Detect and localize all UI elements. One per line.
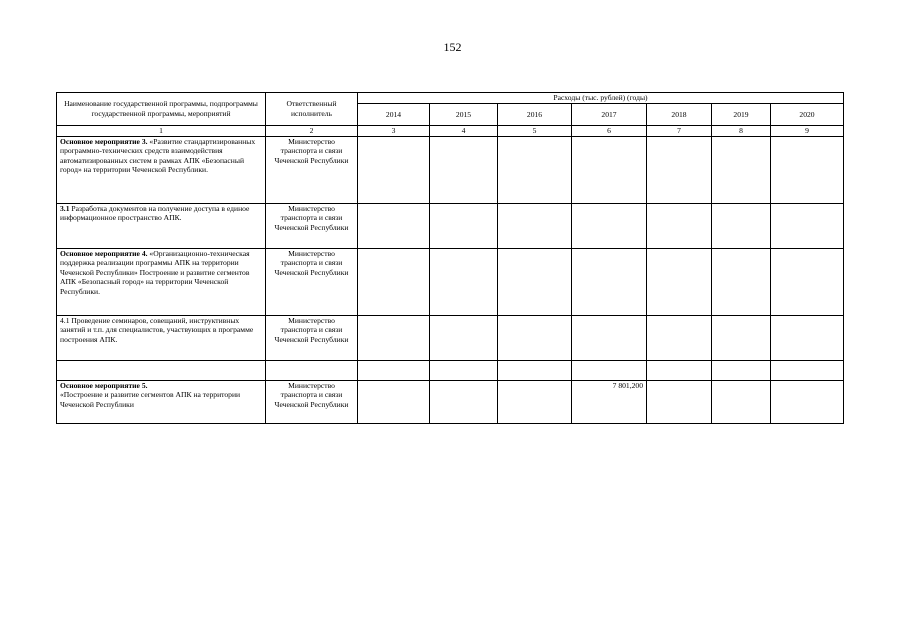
spacer-cell <box>266 360 358 380</box>
header-year: 2018 <box>647 104 712 126</box>
column-number: 9 <box>771 126 844 137</box>
header-name: Наименование государственной программы, подпрограммы государственной программы, мероприятий <box>57 93 266 126</box>
activity-name <box>57 248 266 315</box>
expense-cell <box>771 380 844 423</box>
expense-cell <box>498 380 572 423</box>
activity-label: Основное мероприятие 5. <box>60 380 148 390</box>
expense-cell <box>771 315 844 360</box>
column-number: 3 <box>358 126 430 137</box>
executor: Министерство транспорта и связи Чеченской Республики <box>266 203 358 248</box>
activity-name <box>57 380 266 423</box>
activity-name <box>57 136 266 203</box>
table-row <box>57 248 844 315</box>
spacer-cell <box>572 360 647 380</box>
header-year: 2014 <box>358 104 430 126</box>
expense-cell <box>430 380 498 423</box>
expense-cell <box>498 315 572 360</box>
expense-cell <box>712 380 771 423</box>
expense-cell <box>712 315 771 360</box>
expense-cell <box>572 315 647 360</box>
activity-text: 4.1 Проведение семинаров, совещаний, инструктивных занятий и т.п. для специалистов, участвующих в программе построения АПК. <box>60 315 254 344</box>
spacer-cell <box>647 360 712 380</box>
activity-name <box>57 315 266 360</box>
expense-cell <box>572 136 647 203</box>
expense-cell <box>647 248 712 315</box>
expense-cell: 7 801,200 <box>572 380 647 423</box>
column-number: 7 <box>647 126 712 137</box>
activity-text: «Развитие стандартизированных программно-технических средств взаимодействия автоматизированных систем в рамках АПК «Безопасный город» на территории Чеченской Республики. <box>60 136 256 175</box>
spacer-cell <box>771 360 844 380</box>
expense-cell <box>771 136 844 203</box>
expense-cell <box>572 203 647 248</box>
spacer-cell <box>430 360 498 380</box>
column-number: 8 <box>712 126 771 137</box>
expense-cell <box>358 248 430 315</box>
header-expenses: Расходы (тыс. рублей) (годы) <box>358 93 844 104</box>
table-row <box>57 315 844 360</box>
expense-cell <box>712 248 771 315</box>
header-year: 2016 <box>498 104 572 126</box>
spacer-cell <box>358 360 430 380</box>
expense-cell <box>430 136 498 203</box>
header-year: 2017 <box>572 104 647 126</box>
column-number: 5 <box>498 126 572 137</box>
header-executor: Ответственный исполнитель <box>266 93 358 126</box>
executor: Министерство транспорта и связи Чеченской Республики <box>266 248 358 315</box>
expense-cell <box>647 203 712 248</box>
header-year: 2020 <box>771 104 844 126</box>
expense-cell <box>358 315 430 360</box>
header-year: 2019 <box>712 104 771 126</box>
expense-cell <box>358 136 430 203</box>
expense-cell <box>498 136 572 203</box>
page-number: 152 <box>443 40 462 54</box>
expense-cell <box>572 248 647 315</box>
table-row <box>57 203 844 248</box>
expense-cell <box>647 315 712 360</box>
spacer-cell <box>712 360 771 380</box>
expense-cell <box>712 136 771 203</box>
activity-text: «Построение и развитие сегментов АПК на территории Чеченской Республики <box>60 390 241 409</box>
activity-text: «Организационно-техническая поддержка реализации программы АПК на территории Чеченской Республики» Построение и развитие сегментов АПК «Безопасный город» на территории Чеченской Республики. <box>60 248 250 296</box>
header-year: 2015 <box>430 104 498 126</box>
column-number-row <box>57 126 844 137</box>
spacer-cell <box>498 360 572 380</box>
spacer-cell <box>57 360 266 380</box>
column-number: 4 <box>430 126 498 137</box>
expense-cell <box>712 203 771 248</box>
expense-cell <box>647 136 712 203</box>
expense-cell <box>771 203 844 248</box>
activity-label: Основное мероприятие 3. <box>60 136 148 146</box>
table-row <box>57 380 844 423</box>
expenses-table <box>56 92 844 424</box>
expense-cell <box>498 248 572 315</box>
expense-cell <box>771 248 844 315</box>
activity-label: Основное мероприятие 4. <box>60 248 148 258</box>
table-row <box>57 136 844 203</box>
expense-cell <box>430 315 498 360</box>
activity-name <box>57 203 266 248</box>
expense-cell <box>647 380 712 423</box>
expense-cell <box>358 380 430 423</box>
column-number: 2 <box>266 126 358 137</box>
executor: Министерство транспорта и связи Чеченской Республики <box>266 315 358 360</box>
activity-text: Разработка документов на получение доступа в единое информационное пространство АПК. <box>60 203 250 223</box>
executor: Министерство транспорта и связи Чеченской Республики <box>266 136 358 203</box>
executor: Министерство транспорта и связи Чеченской Республики <box>266 380 358 423</box>
activity-label: 3.1 <box>60 203 70 213</box>
expense-cell <box>430 203 498 248</box>
table-row-spacer <box>57 360 844 380</box>
expense-cell <box>358 203 430 248</box>
expense-cell <box>430 248 498 315</box>
column-number: 1 <box>57 126 266 137</box>
expense-cell <box>498 203 572 248</box>
column-number: 6 <box>572 126 647 137</box>
